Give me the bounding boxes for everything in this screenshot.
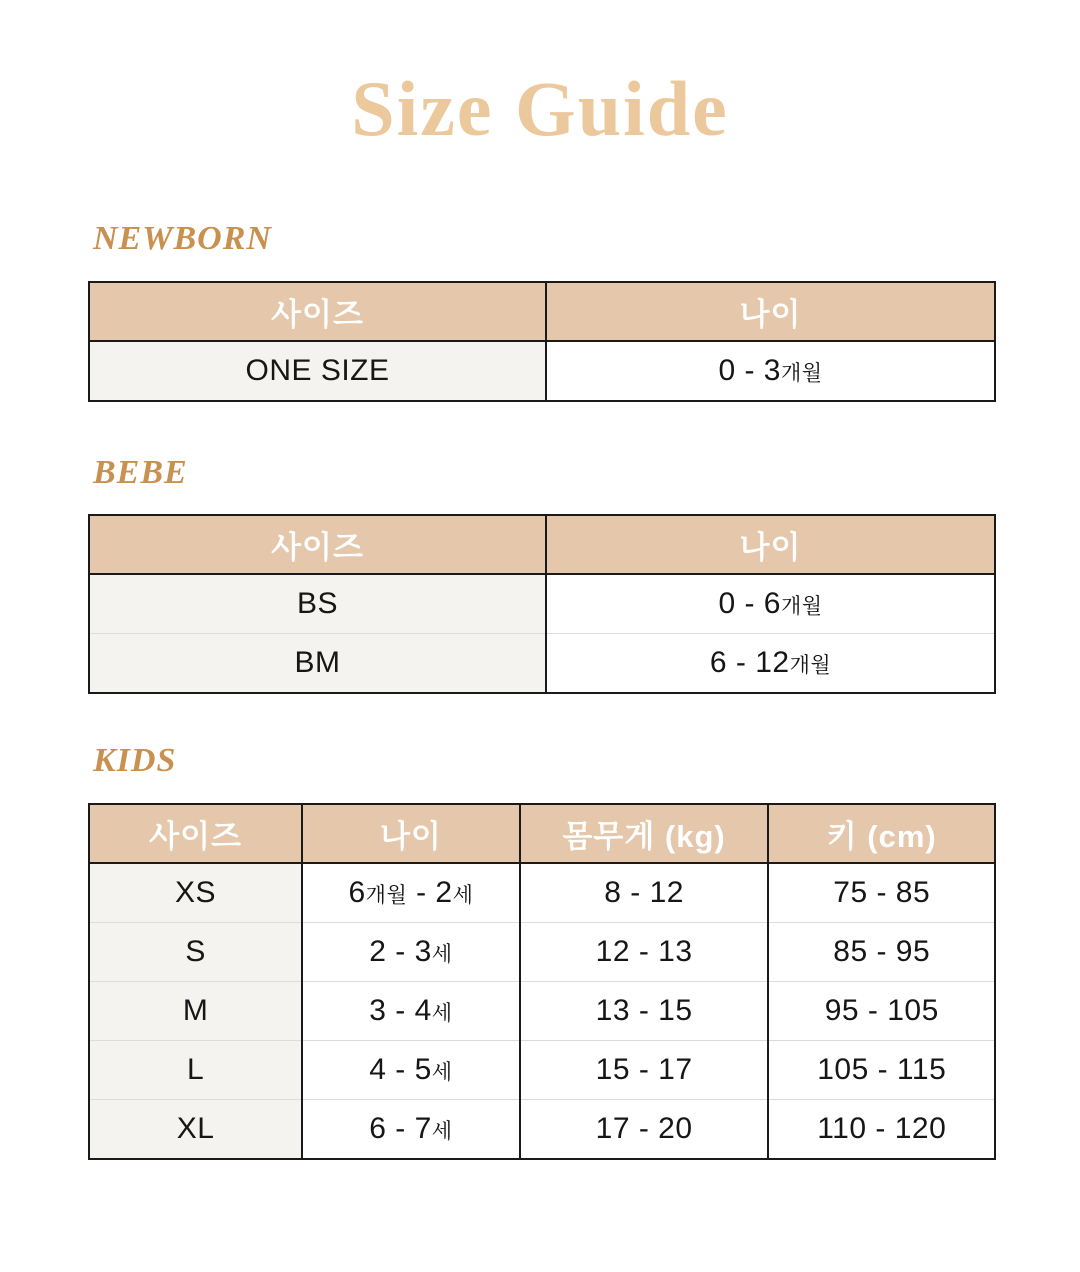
cell-text: 8 - 12	[604, 875, 684, 909]
table-cell-size	[89, 1099, 302, 1159]
bebe-size-table	[88, 514, 996, 694]
table-row	[89, 922, 995, 981]
cell-text: 2 - 3	[369, 934, 432, 968]
cell-text: 12 - 13	[595, 934, 693, 968]
table-row	[89, 863, 995, 923]
table-row	[89, 1099, 995, 1159]
kids-size-table	[88, 803, 996, 1160]
table-cell-age	[546, 341, 995, 401]
table-cell-size	[89, 341, 546, 401]
cell-text: 4 - 5	[369, 1052, 432, 1086]
section-heading-kids: KIDS	[93, 742, 177, 780]
table-cell-size	[89, 634, 546, 694]
unit-suffix: 세	[431, 1060, 453, 1084]
column-header-weight: 몸무게 (kg)	[520, 804, 769, 863]
table-cell-weight	[520, 863, 769, 923]
table-cell-size	[89, 1040, 302, 1099]
table-header-row	[89, 282, 995, 341]
page-title: Size Guide	[351, 65, 729, 152]
column-header-age: 나이	[546, 515, 995, 574]
cell-text: M	[182, 993, 209, 1027]
table-cell-age	[546, 634, 995, 694]
cell-text: BM	[294, 646, 341, 680]
table-cell-height	[768, 863, 995, 923]
unit-suffix: 개월	[780, 361, 823, 385]
cell-text: ONE SIZE	[245, 353, 390, 387]
cell-text: 0 - 3	[718, 353, 781, 387]
table-cell-size	[89, 863, 302, 923]
table-cell-age	[302, 981, 520, 1040]
column-header-age: 나이	[302, 804, 520, 863]
cell-text: 3 - 4	[369, 993, 432, 1027]
unit-suffix: 세	[431, 1001, 453, 1025]
table-row	[89, 981, 995, 1040]
unit-suffix: 개월	[780, 595, 823, 619]
cell-text: 105 - 115	[817, 1052, 947, 1086]
section-bebe	[0, 452, 1080, 695]
table-row	[89, 574, 995, 634]
cell-text: 110 - 120	[817, 1111, 947, 1145]
table-row	[89, 634, 995, 694]
cell-text: 6	[348, 875, 366, 909]
column-header-height: 키 (cm)	[768, 804, 995, 863]
table-cell-age	[302, 863, 520, 923]
table-cell-weight	[520, 1040, 769, 1099]
column-header-age: 나이	[546, 282, 995, 341]
cell-text: 85 - 95	[833, 934, 931, 968]
table-cell-age	[302, 1099, 520, 1159]
newborn-size-table	[88, 281, 996, 402]
table-cell-weight	[520, 981, 769, 1040]
cell-text: 6 - 7	[369, 1111, 432, 1145]
unit-suffix: 세	[431, 942, 453, 966]
cell-text: S	[185, 934, 206, 968]
cell-text: L	[186, 1052, 205, 1086]
table-cell-weight	[520, 1099, 769, 1159]
cell-text: BS	[296, 587, 339, 621]
column-header-size: 사이즈	[89, 282, 546, 341]
section-heading-bebe: BEBE	[93, 453, 188, 491]
table-cell-age	[302, 1040, 520, 1099]
table-cell-height	[768, 1040, 995, 1099]
cell-text: 0 - 6	[718, 587, 781, 621]
cell-text: - 2	[407, 875, 453, 909]
table-cell-age	[546, 574, 995, 634]
table-row	[89, 1040, 995, 1099]
cell-text: 75 - 85	[833, 875, 931, 909]
column-header-size: 사이즈	[89, 804, 302, 863]
cell-text: XS	[175, 875, 217, 909]
table-row	[89, 341, 995, 401]
table-cell-size	[89, 574, 546, 634]
unit-suffix: 개월	[789, 654, 832, 678]
cell-text: 95 - 105	[824, 993, 939, 1027]
cell-text: 13 - 15	[595, 993, 693, 1027]
table-cell-height	[768, 1099, 995, 1159]
table-cell-age	[302, 922, 520, 981]
table-cell-weight	[520, 922, 769, 981]
table-header-row	[89, 804, 995, 863]
unit-suffix: 개월	[365, 883, 408, 907]
section-kids	[0, 740, 1080, 1160]
table-cell-height	[768, 981, 995, 1040]
cell-text: 6 - 12	[709, 646, 790, 680]
cell-text: XL	[176, 1111, 215, 1145]
unit-suffix: 세	[452, 883, 474, 907]
cell-text: 17 - 20	[595, 1111, 693, 1145]
table-cell-height	[768, 922, 995, 981]
table-cell-size	[89, 981, 302, 1040]
cell-text: 15 - 17	[595, 1052, 693, 1086]
table-cell-size	[89, 922, 302, 981]
section-heading-newborn: NEWBORN	[93, 220, 272, 258]
table-header-row	[89, 515, 995, 574]
section-newborn	[0, 218, 1080, 402]
column-header-size: 사이즈	[89, 515, 546, 574]
unit-suffix: 세	[431, 1119, 453, 1143]
